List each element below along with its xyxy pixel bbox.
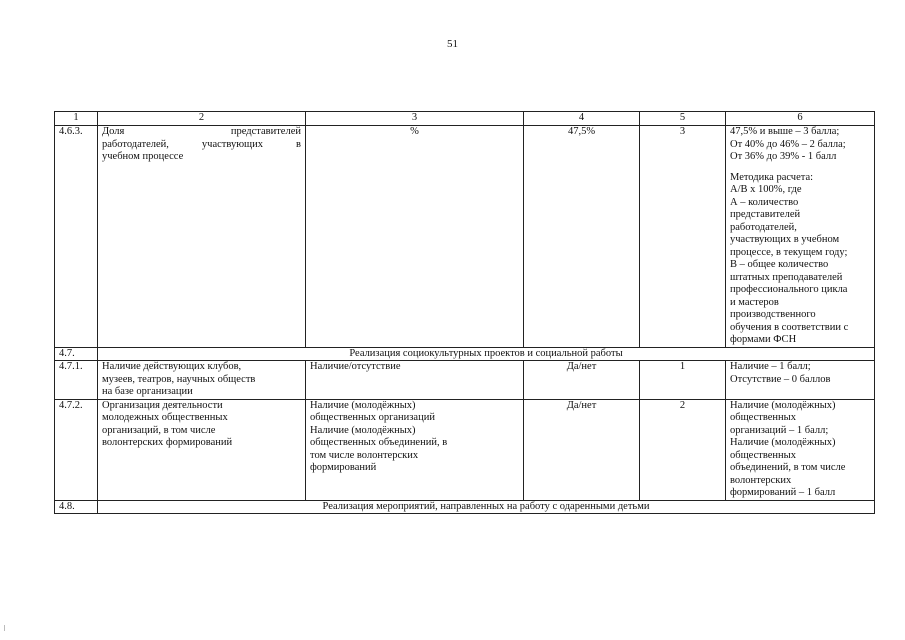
text-line: Наличие (молодёжных) <box>730 437 836 448</box>
score: 2 <box>640 399 726 500</box>
text-line: формирований <box>310 462 377 473</box>
header-cell-6: 6 <box>726 112 875 126</box>
header-cell-2: 2 <box>98 112 306 126</box>
score: 1 <box>640 361 726 400</box>
method-line: А/В х 100%, где <box>730 184 802 195</box>
method-line: профессионального цикла <box>730 284 848 295</box>
header-cell-5: 5 <box>640 112 726 126</box>
text-line: работодателей, участвующих в <box>102 138 301 150</box>
section-row-4-8 <box>55 500 875 514</box>
method-line: участвующих в учебном <box>730 234 840 245</box>
section-number: 4.8. <box>55 500 98 514</box>
indicator-name <box>98 126 306 348</box>
section-title: Реализация социокультурных проектов и социальной работы <box>98 347 875 361</box>
unit <box>306 399 524 500</box>
text-line: учебном процессе <box>102 151 184 162</box>
table-row-4-7-1 <box>55 361 875 400</box>
text-line: Наличие действующих клубов, <box>102 361 242 372</box>
text-line: волонтерских <box>730 474 792 486</box>
text-line: на базе организации <box>102 386 193 397</box>
text-line: организаций – 1 балл; <box>730 424 829 436</box>
row-number: 4.7.2. <box>55 399 98 500</box>
page-number: 51 <box>447 38 458 50</box>
table-header-row <box>55 112 875 126</box>
method-line: Методика расчета: <box>730 171 814 183</box>
section-title: Реализация мероприятий, направленных на работу с одаренными детьми <box>98 500 875 514</box>
text-line: 47,5% и выше – 3 балла; <box>730 126 840 137</box>
method-line: работодателей, <box>730 221 797 233</box>
table-row-4-7-2 <box>55 399 875 500</box>
method-line: В – общее количество <box>730 259 829 270</box>
text-line: От 36% до 39% - 1 балл <box>730 151 837 162</box>
criteria <box>726 399 875 500</box>
value: Да/нет <box>524 399 640 500</box>
text-line: объединений, в том числе <box>730 462 846 473</box>
text-line: волонтерских формирований <box>102 437 233 448</box>
text-line: От 40% до 46% – 2 балла; <box>730 138 846 150</box>
method-line: представителей <box>730 209 801 220</box>
text-line: музеев, театров, научных обществ <box>102 373 256 385</box>
unit: % <box>306 126 524 348</box>
row-number: 4.7.1. <box>55 361 98 400</box>
header-cell-4: 4 <box>524 112 640 126</box>
method-line: и мастеров <box>730 296 779 308</box>
text-line: общественных <box>730 412 796 423</box>
criteria <box>726 361 875 400</box>
method-line: обучения в соответствии с <box>730 321 849 333</box>
text-line: Наличие (молодёжных) <box>310 424 416 436</box>
scan-mark <box>4 625 7 631</box>
score: 3 <box>640 126 726 348</box>
table-row-4-6-3 <box>55 126 875 348</box>
method-line: штатных преподавателей <box>730 271 843 283</box>
method-line: процессе, в текущем году; <box>730 246 848 258</box>
indicator-name <box>98 399 306 500</box>
indicator-name <box>98 361 306 400</box>
value: 47,5% <box>524 126 640 348</box>
text-line: общественных организаций <box>310 412 435 423</box>
indicators-table <box>54 111 875 514</box>
text-line: организаций, в том числе <box>102 424 216 436</box>
criteria <box>726 126 875 348</box>
method-line: А – количество <box>730 196 799 208</box>
header-cell-3: 3 <box>306 112 524 126</box>
text-line: общественных <box>730 449 796 461</box>
text-line: Организация деятельности <box>102 399 223 411</box>
method-line: производственного <box>730 309 816 320</box>
section-row-4-7 <box>55 347 875 361</box>
text-line: Наличие (молодёжных) <box>730 399 836 411</box>
section-number: 4.7. <box>55 347 98 361</box>
text-line: Доля представителей <box>102 126 301 137</box>
header-cell-1: 1 <box>55 112 98 126</box>
row-number: 4.6.3. <box>55 126 98 348</box>
method-line: формами ФСН <box>730 334 797 345</box>
text-line: молодежных общественных <box>102 412 228 423</box>
text-line: Наличие – 1 балл; <box>730 361 811 372</box>
text-line: Отсутствие – 0 баллов <box>730 373 831 385</box>
text-line: формирований – 1 балл <box>730 487 836 498</box>
text-line: общественных объединений, в <box>310 437 448 448</box>
text-line: Наличие (молодёжных) <box>310 399 416 411</box>
value: Да/нет <box>524 361 640 400</box>
unit: Наличие/отсутствие <box>306 361 524 400</box>
text-line: том числе волонтерских <box>310 449 419 461</box>
